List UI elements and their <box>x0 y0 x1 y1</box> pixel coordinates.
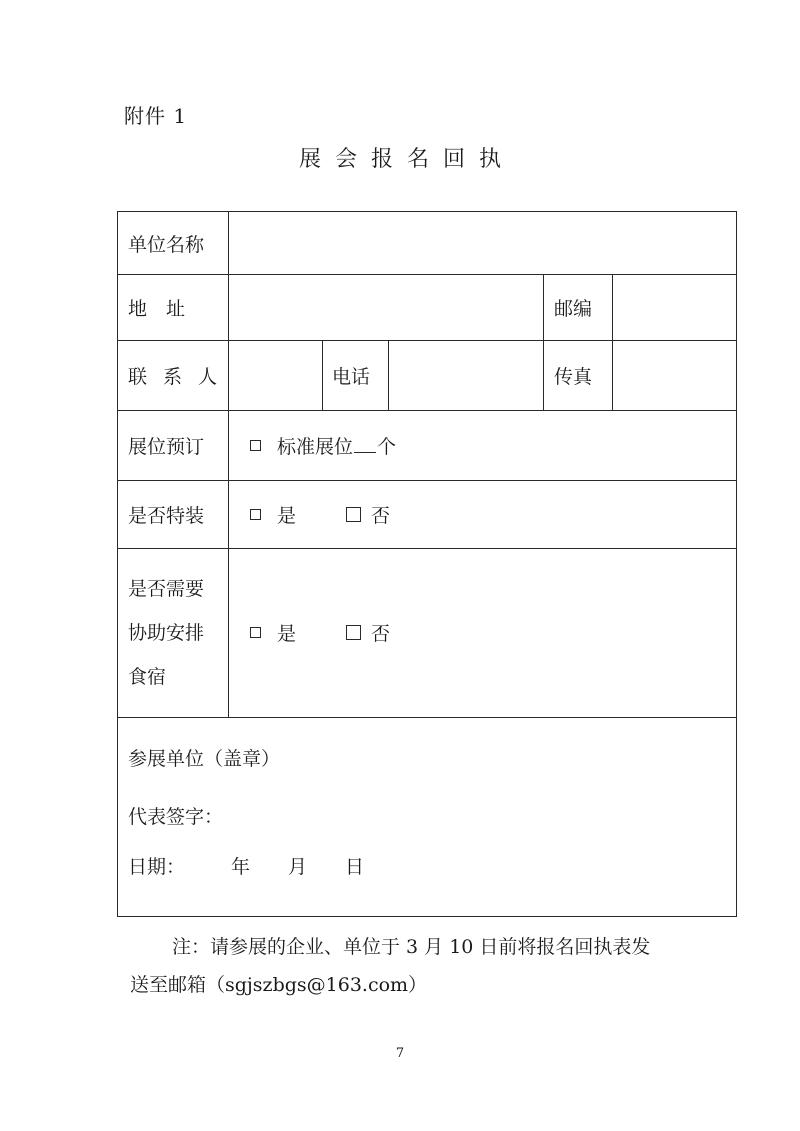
registration-form <box>117 211 737 917</box>
address-label: 地 址 <box>128 297 186 320</box>
page-title: 展会报名回执 <box>298 147 515 172</box>
booth-unit-label: 个 <box>377 435 397 458</box>
postcode-label: 邮编 <box>554 297 593 320</box>
postcode-field[interactable] <box>614 275 734 339</box>
column-divider <box>322 340 323 410</box>
special-decor-options <box>250 480 390 548</box>
column-divider <box>612 274 613 410</box>
date-label: 日期： <box>128 855 186 878</box>
date-line <box>128 850 364 880</box>
booth-checkbox[interactable] <box>250 440 261 451</box>
no-label: 否 <box>371 623 391 645</box>
column-divider <box>228 212 229 717</box>
row-divider <box>118 548 736 549</box>
exhibitor-seal-label: 参展单位（盖章） <box>128 747 281 770</box>
attachment-label: 附件 1 <box>124 104 188 128</box>
unit-name-field[interactable] <box>230 213 735 273</box>
note-line: 送至邮箱（sgjszbgs@163.com） <box>130 974 428 996</box>
special-decor-label: 是否特装 <box>128 504 205 527</box>
yes-label: 是 <box>277 623 297 645</box>
accommodation-yes-checkbox[interactable] <box>250 627 261 638</box>
booth-option <box>250 410 396 480</box>
representative-sign-label: 代表签字： <box>128 805 224 828</box>
page-number: 7 <box>395 1046 405 1061</box>
column-divider <box>543 274 544 410</box>
address-field[interactable] <box>230 275 542 339</box>
column-divider <box>388 340 389 410</box>
date-year-label: 年 <box>231 855 251 878</box>
accommodation-label-line: 食宿 <box>128 665 167 688</box>
fax-label: 传真 <box>554 365 593 388</box>
unit-name-label: 单位名称 <box>128 233 205 256</box>
row-divider <box>118 480 736 481</box>
accommodation-no-checkbox[interactable] <box>346 625 361 640</box>
date-month-label: 月 <box>288 855 308 878</box>
fax-field[interactable] <box>614 341 734 409</box>
special-decor-no-checkbox[interactable] <box>346 507 361 522</box>
phone-field[interactable] <box>390 341 542 409</box>
yes-label: 是 <box>277 504 297 527</box>
submission-note <box>130 928 730 1004</box>
accommodation-options <box>250 548 390 717</box>
booth-label: 展位预订 <box>128 435 205 458</box>
booth-count-blank[interactable] <box>354 438 376 453</box>
date-day-label: 日 <box>345 855 365 878</box>
no-label: 否 <box>371 504 391 527</box>
row-divider <box>118 410 736 411</box>
phone-label: 电话 <box>332 365 371 388</box>
contact-label: 联系人 <box>128 365 234 388</box>
special-decor-yes-checkbox[interactable] <box>250 509 261 520</box>
booth-option-label: 标准展位 <box>277 435 354 458</box>
accommodation-label-line: 协助安排 <box>128 621 205 644</box>
note-line: 注：请参展的企业、单位于 3 月 10 日前将报名回执表发 <box>172 936 651 958</box>
contact-field[interactable] <box>230 341 321 409</box>
accommodation-label <box>128 548 204 717</box>
row-divider <box>118 717 736 718</box>
accommodation-label-line: 是否需要 <box>128 577 205 600</box>
